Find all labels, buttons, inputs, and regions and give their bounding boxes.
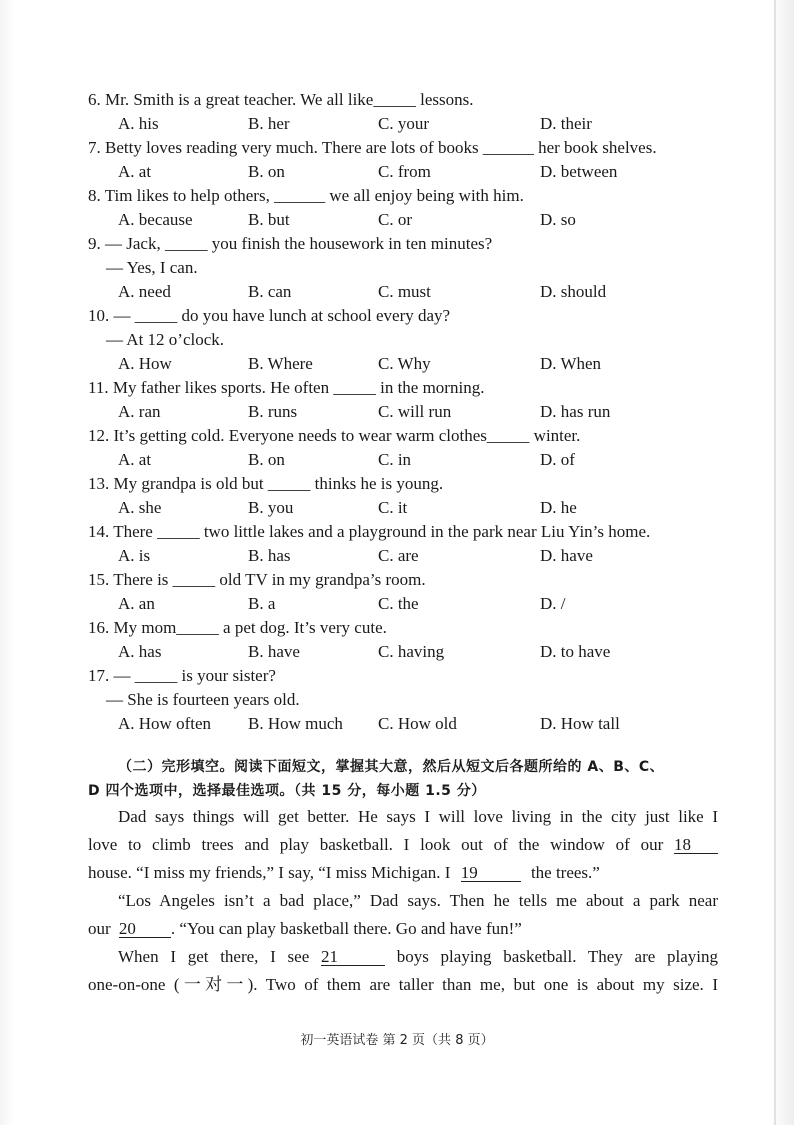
- option-c: C. it: [378, 498, 408, 517]
- option-b: B. has: [248, 546, 291, 565]
- passage-text: the trees.”: [530, 863, 600, 882]
- passage-line: [88, 943, 718, 971]
- option-row: [88, 160, 718, 184]
- option-b: B. her: [248, 114, 290, 133]
- option-a: A. she: [118, 498, 162, 517]
- question-item: [88, 184, 718, 232]
- question-item: [88, 520, 718, 568]
- passage-text: . “You can play basketball there. Go and have fun!”: [170, 919, 522, 938]
- option-a: A. an: [118, 594, 155, 613]
- passage-text: boys playing basketball. They are playing: [396, 947, 718, 966]
- option-d: D. When: [540, 354, 602, 373]
- passage-text: love to climb trees and play basketball. I look out of the window of our: [88, 835, 664, 854]
- question-stem: 17. — _____ is your sister?: [88, 666, 276, 685]
- option-d: D. he: [540, 498, 577, 517]
- option-d: D. /: [540, 594, 566, 613]
- page-footer: 初一英语试卷 第 2 页（共 8 页）: [300, 1033, 494, 1048]
- blank-19: 19: [461, 865, 521, 882]
- option-b: B. but: [248, 210, 290, 229]
- option-a: A. How often: [118, 714, 212, 733]
- option-a: A. ran: [118, 402, 161, 421]
- question-item: [88, 472, 718, 520]
- option-c: C. or: [378, 210, 412, 229]
- option-row: [88, 280, 718, 304]
- option-row: [88, 448, 718, 472]
- option-a: A. at: [118, 162, 152, 181]
- question-stem: 9. — Jack, _____ you finish the housework in ten minutes?: [88, 234, 493, 253]
- dialogue-reply: — She is fourteen years old.: [106, 690, 300, 709]
- question-item: [88, 232, 718, 304]
- option-d: D. of: [540, 450, 575, 469]
- option-b: B. on: [248, 162, 285, 181]
- question-stem: 6. Mr. Smith is a great teacher. We all like_____ lessons.: [88, 90, 474, 109]
- option-b: B. have: [248, 642, 300, 661]
- passage-text: our: [88, 919, 111, 938]
- option-a: A. his: [118, 114, 159, 133]
- option-a: A. at: [118, 450, 152, 469]
- cloze-passage: [88, 803, 718, 999]
- question-stem: 15. There is _____ old TV in my grandpa’s room.: [88, 570, 426, 589]
- option-d: D. so: [540, 210, 576, 229]
- option-row: [88, 400, 718, 424]
- option-d: D. should: [540, 282, 607, 301]
- blank-20: 20: [119, 921, 171, 938]
- question-item: [88, 568, 718, 616]
- cloze-section-heading: [88, 755, 718, 803]
- question-stem: 7. Betty loves reading very much. There are lots of books ______ her book shelves.: [88, 138, 657, 157]
- option-d: D. to have: [540, 642, 611, 661]
- option-row: [88, 640, 718, 664]
- question-item: [88, 376, 718, 424]
- question-stem: 11. My father likes sports. He often _____ in the morning.: [88, 378, 485, 397]
- option-c: C. your: [378, 114, 429, 133]
- question-stem: 14. There _____ two little lakes and a playground in the park near Liu Yin’s home.: [88, 522, 651, 541]
- passage-line: “Los Angeles isn’t a bad place,” Dad says. Then he tells me about a park near: [118, 891, 718, 910]
- passage-text: house. “I miss my friends,” I say, “I miss Michigan. I: [88, 863, 451, 882]
- option-b: B. can: [248, 282, 292, 301]
- passage-line: one-on-one (一对一). Two of them are taller than me, but one is about my size. I: [88, 975, 718, 994]
- option-a: A. How: [118, 354, 172, 373]
- option-c: C. from: [378, 162, 431, 181]
- option-a: A. is: [118, 546, 151, 565]
- option-c: C. must: [378, 282, 431, 301]
- question-item: [88, 88, 718, 136]
- option-d: D. between: [540, 162, 618, 181]
- option-row: [88, 712, 718, 736]
- option-b: B. a: [248, 594, 276, 613]
- dialogue-reply: — At 12 o’clock.: [106, 330, 225, 349]
- dialogue-reply: — Yes, I can.: [106, 258, 198, 277]
- option-c: C. having: [378, 642, 445, 661]
- option-a: A. because: [118, 210, 193, 229]
- option-d: D. have: [540, 546, 593, 565]
- option-c: C. are: [378, 546, 419, 565]
- option-d: D. their: [540, 114, 592, 133]
- option-c: C. Why: [378, 354, 431, 373]
- question-stem: 10. — _____ do you have lunch at school every day?: [88, 306, 451, 325]
- passage-line: Dad says things will get better. He says I will love living in the city just like I: [118, 807, 718, 826]
- blank-18: 18: [674, 837, 718, 854]
- option-b: B. on: [248, 450, 285, 469]
- option-row: [88, 544, 718, 568]
- passage-line: [88, 859, 718, 887]
- option-c: C. will run: [378, 402, 452, 421]
- question-item: [88, 424, 718, 472]
- question-item: [88, 664, 718, 736]
- option-row: [88, 112, 718, 136]
- option-a: A. has: [118, 642, 162, 661]
- question-item: [88, 616, 718, 664]
- section-heading-line-1: （二）完形填空。阅读下面短文，掌握其大意，然后从短文后各题所给的 A、B、C、: [118, 759, 665, 775]
- question-stem: 13. My grandpa is old but _____ thinks he is young.: [88, 474, 444, 493]
- option-b: B. you: [248, 498, 294, 517]
- question-item: [88, 136, 718, 184]
- option-c: C. in: [378, 450, 412, 469]
- question-list: [88, 88, 718, 736]
- question-stem: 16. My mom_____ a pet dog. It’s very cute.: [88, 618, 387, 637]
- option-row: [88, 592, 718, 616]
- option-d: D. has run: [540, 402, 611, 421]
- blank-21: 21: [321, 949, 385, 966]
- option-row: [88, 208, 718, 232]
- option-b: B. How much: [248, 714, 343, 733]
- passage-line: [88, 831, 718, 859]
- exam-content: [88, 88, 718, 999]
- passage-text: When I get there, I see: [118, 947, 310, 966]
- question-stem: 8. Tim likes to help others, ______ we all enjoy being with him.: [88, 186, 524, 205]
- option-d: D. How tall: [540, 714, 620, 733]
- option-row: [88, 352, 718, 376]
- section-heading-line-2: D 四个选项中，选择最佳选项。（共 15 分，每小题 1.5 分）: [88, 783, 486, 799]
- option-row: [88, 496, 718, 520]
- question-stem: 12. It’s getting cold. Everyone needs to wear warm clothes_____ winter.: [88, 426, 581, 445]
- option-b: B. Where: [248, 354, 313, 373]
- option-c: C. the: [378, 594, 419, 613]
- option-b: B. runs: [248, 402, 298, 421]
- option-a: A. need: [118, 282, 171, 301]
- question-item: [88, 304, 718, 376]
- option-c: C. How old: [378, 714, 457, 733]
- page-edge-shadow: [774, 0, 776, 1125]
- passage-line: [88, 915, 718, 943]
